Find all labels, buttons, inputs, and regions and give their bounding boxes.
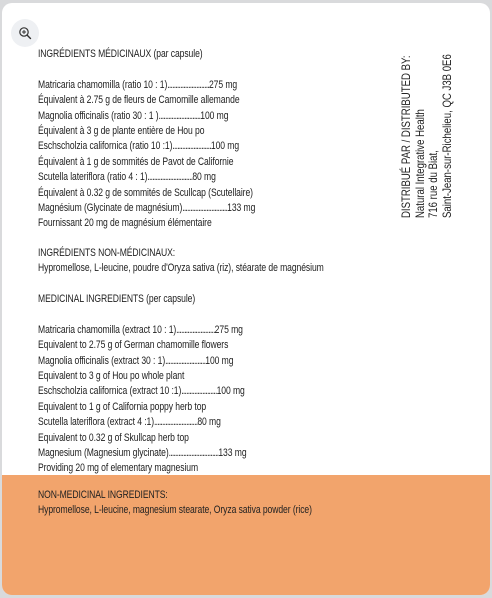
ingredient-name: Magnesium (Magnesium glycinate) bbox=[38, 446, 169, 459]
ingredient-amount: 80 mg bbox=[192, 171, 216, 184]
ingredient-name: Eschscholzia californica (ratio 10 :1) bbox=[38, 140, 173, 153]
ingredient-line bbox=[38, 446, 303, 461]
ingredient-name: Matricaria chamomilla (extract 10 : 1) bbox=[38, 323, 177, 336]
ingredient-name: Equivalent to 2.75 g of German chamomille flowers bbox=[38, 339, 229, 352]
ingredient-line bbox=[38, 431, 303, 446]
ingredient-line bbox=[38, 109, 303, 124]
leader-dots: ........................... bbox=[154, 416, 198, 429]
zoom-in-icon bbox=[18, 26, 32, 40]
ingredient-line bbox=[38, 369, 303, 384]
ingredient-name: Équivalent à 0.32 g de sommités de Scullcap (Scutellaire) bbox=[38, 186, 253, 199]
leader-dots: ............................ bbox=[147, 171, 193, 184]
english-ingredient-list bbox=[38, 323, 303, 477]
ingredient-line bbox=[38, 323, 303, 338]
distributor-street: 716 rue du Biat, bbox=[426, 150, 440, 218]
leader-dots: .......................... bbox=[167, 78, 209, 91]
ingredient-name: Equivalent to 1 g of California poppy herb top bbox=[38, 400, 207, 413]
french-nonmedicinal-text: Hypromellose, L-leucine, poudre d'Oryza sativa (riz), stéarate de magnésium bbox=[38, 262, 324, 275]
leader-dots: ............................ bbox=[182, 201, 228, 214]
ingredient-name: Equivalent to 3 g of Hou po whole plant bbox=[38, 369, 185, 382]
ingredient-line bbox=[38, 201, 303, 216]
ingredient-name: Équivalent à 2.75 g de fleurs de Camomille allemande bbox=[38, 94, 240, 107]
ingredient-name: Équivalent à 3 g de plante entière de Hou po bbox=[38, 124, 205, 137]
leader-dots: ......................... bbox=[165, 354, 206, 367]
ingredient-name: Équivalent à 1 g de sommités de Pavot de Californie bbox=[38, 155, 234, 168]
zoom-button[interactable] bbox=[11, 19, 39, 47]
ingredient-line bbox=[38, 170, 303, 185]
ingredient-name: Fournissant 20 mg de magnésium élémentaire bbox=[38, 217, 212, 230]
distributor-info bbox=[399, 54, 454, 218]
ingredient-name: Providing 20 mg of elementary magnesium bbox=[38, 462, 199, 475]
ingredient-amount: 133 mg bbox=[227, 201, 256, 214]
french-medicinal-section bbox=[38, 47, 303, 232]
leader-dots: .......................... bbox=[158, 109, 201, 122]
ingredient-amount: 100 mg bbox=[216, 385, 245, 398]
ingredient-line bbox=[38, 139, 303, 154]
leader-dots: ...................... bbox=[181, 385, 217, 398]
english-nonmedicinal-heading: NON-MEDICINAL INGREDIENTS: bbox=[38, 489, 168, 501]
ingredient-line bbox=[38, 384, 303, 399]
ingredient-amount: 275 mg bbox=[208, 78, 238, 91]
english-nonmedicinal-section bbox=[38, 488, 312, 519]
ingredient-line bbox=[38, 216, 303, 231]
ingredient-line bbox=[38, 155, 303, 170]
ingredient-amount: 100 mg bbox=[210, 140, 240, 153]
ingredient-line bbox=[38, 186, 303, 201]
ingredient-name: Eschscholzia californica (extract 10 :1) bbox=[38, 385, 182, 398]
ingredient-line bbox=[38, 354, 303, 369]
ingredient-name: Scutella lateriflora (extract 4 :1) bbox=[38, 416, 155, 429]
french-nonmedicinal-section bbox=[38, 246, 324, 277]
english-medicinal-heading: MEDICINAL INGREDIENTS (per capsule) bbox=[38, 293, 196, 305]
french-medicinal-heading: INGRÉDIENTS MÉDICINAUX (par capsule) bbox=[38, 48, 203, 60]
ingredient-name: Equivalent to 0.32 g of Skullcap herb top bbox=[38, 431, 189, 444]
ingredient-name: Magnolia officinalis (extract 30 : 1) bbox=[38, 354, 166, 367]
ingredient-amount: 133 mg bbox=[218, 446, 247, 459]
english-medicinal-section bbox=[38, 292, 303, 477]
ingredient-line bbox=[38, 400, 303, 415]
label-card bbox=[2, 3, 490, 595]
english-nonmedicinal-text: Hypromellose, L-leucine, magnesium stearate, Oryza sativa powder (rice) bbox=[38, 504, 312, 517]
ingredient-line bbox=[38, 415, 303, 430]
ingredient-name: Scutella lateriflora (ratio 4 : 1) bbox=[38, 171, 148, 184]
distributor-city: Saint-Jean-sur-Richelieu, QC J3B 0E6 bbox=[439, 54, 454, 218]
ingredient-line bbox=[38, 338, 303, 353]
distributor-name: Natural Integrative Health bbox=[412, 109, 427, 218]
ingredient-amount: 100 mg bbox=[200, 109, 229, 122]
distributor-heading: DISTRIBUÉ PAR / DISTRIBUTED BY: bbox=[399, 55, 413, 218]
ingredient-amount: 80 mg bbox=[197, 416, 221, 429]
ingredient-name: Magnésium (Glycinate de magnésium) bbox=[38, 201, 183, 214]
leader-dots: ........................ bbox=[176, 323, 215, 336]
ingredient-amount: 275 mg bbox=[214, 323, 243, 336]
french-ingredient-list bbox=[38, 78, 303, 232]
french-nonmedicinal-heading: INGRÉDIENTS NON-MÉDICINAUX: bbox=[38, 247, 176, 259]
ingredient-amount: 100 mg bbox=[205, 354, 234, 367]
leader-dots: ............................... bbox=[168, 446, 219, 459]
ingredient-line bbox=[38, 93, 303, 108]
ingredient-line bbox=[38, 124, 303, 139]
ingredient-line bbox=[38, 78, 303, 93]
ingredient-name: Magnolia officinalis (ratio 30 : 1 ) bbox=[38, 109, 159, 122]
leader-dots: ........................ bbox=[172, 140, 211, 153]
ingredient-name: Matricaria chamomilla (ratio 10 : 1) bbox=[38, 78, 168, 91]
